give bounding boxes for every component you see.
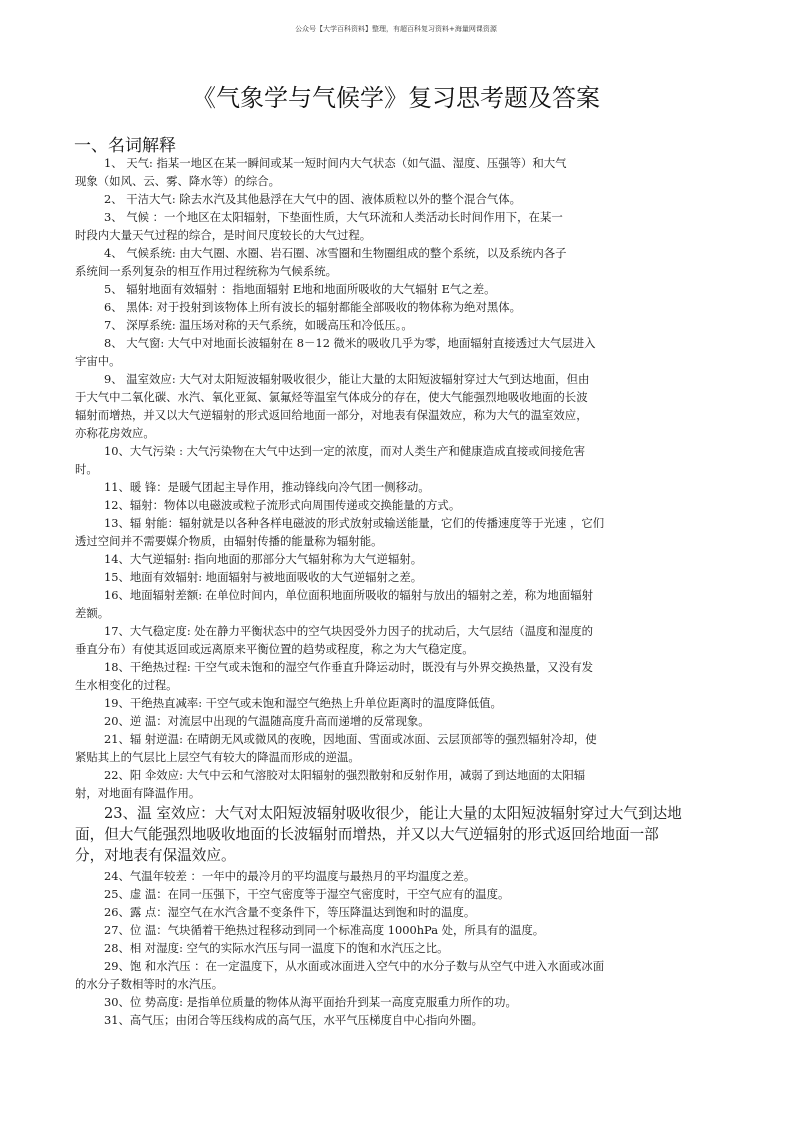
section-title: 一、名词解释 [74, 136, 176, 156]
definition-continuation-line: 亦称花房效应。 [75, 426, 155, 440]
definition-first-line: 30、位 势高度: 是指单位质量的物体从海平面抬升到某一高度克服重力所作的功。 [104, 995, 517, 1009]
definition-first-line: 19、干绝热直减率: 干空气或未饱和湿空气绝热上升单位距离时的温度降低值。 [104, 696, 502, 710]
definition-first-line: 29、饱 和水汽压 ：在一定温度下，从水面或冰面进入空气中的水分子数与从空气中进入水面或冰面 [104, 959, 605, 973]
definition-entry [75, 921, 695, 939]
definition-first-line: 14、大气逆辐射: 指向地面的那部分大气辐射称为大气逆辐射。 [104, 552, 423, 566]
definition-continuation-line: 系统间一系列复杂的相互作用过程统称为气候系统。 [75, 264, 337, 278]
definition-entry [75, 316, 695, 334]
definition-entry [75, 298, 695, 316]
definition-first-line: 16、地面辐射差额: 在单位时间内，单位面积地面所吸收的辐射与放出的辐射之差，称为地面辐射 [104, 588, 593, 602]
definition-first-line: 21、辐 射逆温: 在晴朗无风或微风的夜晚，因地面、雪面或冰面、云层顶部等的强烈辐射冷却，使 [104, 732, 597, 746]
definition-entry [75, 208, 695, 244]
definition-first-line: 2、 干洁大气: 除去水汽及其他悬浮在大气中的固、液体质粒以外的整个混合气体。 [104, 192, 522, 206]
definition-entry [75, 586, 695, 622]
definition-first-line: 31、高气压；由闭合等压线构成的高气压，水平气压梯度自中心指向外圈。 [104, 1013, 483, 1027]
definition-first-line: 18、干绝热过程: 干空气或未饱和的湿空气作垂直升降运动时，既没有与外界交换热量，又没有发 [104, 660, 593, 674]
definition-first-line: 24、气温年较差 ：一年中的最冷月的平均温度与最热月的平均温度之差。 [104, 869, 476, 883]
definition-entry [75, 244, 695, 280]
definition-first-line: 5、 辐射地面有效辐射 ：指地面辐射 E地和地面所吸收的大气辐射 E气之差。 [104, 282, 496, 296]
definition-first-line: 3、 气候 ：一个地区在太阳辐射，下垫面性质，大气环流和人类活动长时间作用下，在某一 [104, 210, 563, 224]
definition-continuation-line: 现象（如风、云、雾、降水等）的综合。 [75, 174, 281, 188]
definition-continuation-line: 射，对地面有降温作用。 [75, 786, 201, 800]
definition-entry [75, 766, 695, 802]
definition-entry [75, 568, 695, 586]
definition-continuation-line: 时段内大量天气过程的综合，是时间尺度较长的大气过程。 [75, 228, 372, 242]
definition-first-line: 11、暖 锋：是暖气团起主导作用，推动锋线向冷气团一侧移动。 [104, 480, 430, 494]
definition-continuation-line: 宇宙中。 [75, 354, 121, 368]
definition-first-line: 8、 大气窗: 大气中对地面长波辐射在 8－12 微米的吸收几乎为零，地面辐射直接透过大气层进入 [104, 336, 596, 350]
definition-entry [75, 514, 695, 550]
definition-entry [75, 867, 695, 885]
definition-entry [75, 622, 695, 658]
definition-entry [75, 154, 695, 190]
definition-entry [75, 939, 695, 957]
definition-first-line: 9、 温室效应: 大气对太阳短波辐射吸收很少，能让大量的太阳短波辐射穿过大气到达地面，但由 [104, 372, 590, 386]
definition-first-line: 25、虚 温：在同一压强下，干空气密度等于湿空气密度时，干空气应有的温度。 [104, 887, 510, 901]
definition-entry [75, 993, 695, 1011]
definition-first-line: 23、温 室效应：大气对太阳短波辐射吸收很少，能让大量的太阳短波辐射穿过大气到达地 [104, 805, 682, 822]
definition-first-line: 7、 深厚系统: 温压场对称的天气系统，如暖高压和冷低压。。 [104, 318, 413, 332]
definition-entry [75, 885, 695, 903]
definition-entry [75, 334, 695, 370]
definition-list [75, 154, 695, 1029]
definition-continuation-line: 分，对地表有保温效应。 [75, 847, 236, 864]
definition-entry [75, 370, 695, 442]
definition-continuation-line: 面，但大气能强烈地吸收地面的长波辐射而增热，并又以大气逆辐射的形式返回给地面一部 [75, 826, 659, 843]
header-note: 公众号【大学百科资料】整理，有超百科复习资料+海量网课资源 [295, 25, 497, 33]
definition-continuation-line: 紧贴其上的气层比上层空气有较大的降温而形成的逆温。 [75, 750, 360, 764]
definition-continuation-line: 垂直分布）有使其返回或远离原来平衡位置的趋势或程度，称之为大气稳定度。 [75, 642, 474, 656]
document-title: 《气象学与气候学》复习思考题及答案 [192, 84, 600, 112]
definition-entry [75, 550, 695, 568]
definition-first-line: 26、露 点：湿空气在水汽含量不变条件下，等压降温达到饱和时的温度。 [104, 905, 476, 919]
definition-entry [75, 280, 695, 298]
definition-continuation-line: 透过空间并不需要媒介物质，由辐射传播的能量称为辐射能。 [75, 534, 383, 548]
definition-entry [75, 190, 695, 208]
definition-entry [75, 496, 695, 514]
definition-first-line: 15、地面有效辐射: 地面辐射与被地面吸收的大气逆辐射之差。 [104, 570, 423, 584]
definition-continuation-line: 于大气中二氧化碳、水汽、氧化亚氮、氯氟烃等温室气体成分的存在，使大气能强烈地吸收地面的长波 [75, 390, 588, 404]
definition-first-line: 17、大气稳定度: 处在静力平衡状态中的空气块因受外力因子的扰动后，大气层结（温度和湿度的 [104, 624, 593, 638]
definition-first-line: 4、 气候系统: 由大气圈、水圈、岩石圈、冰雪圈和生物圈组成的整个系统，以及系统内各子 [104, 246, 567, 260]
definition-first-line: 6、 黑体: 对于投射到该物体上所有波长的辐射都能全部吸收的物体称为绝对黑体。 [104, 300, 522, 314]
definition-first-line: 27、位 温：气块循着干绝热过程移动到同一个标准高度 1000hPa 处，所具有的温度。 [104, 923, 545, 937]
definition-continuation-line: 的水分子数相等时的水汽压。 [75, 977, 224, 991]
definition-entry [75, 957, 695, 993]
definition-entry [75, 478, 695, 496]
definition-entry [75, 442, 695, 478]
definition-entry [75, 803, 695, 866]
definition-entry [75, 694, 695, 712]
definition-continuation-line: 生水相变化的过程。 [75, 678, 178, 692]
definition-continuation-line: 差额。 [75, 606, 110, 620]
definition-entry [75, 903, 695, 921]
definition-entry [75, 712, 695, 730]
definition-first-line: 22、阳 伞效应: 大气中云和气溶胶对太阳辐射的强烈散射和反射作用，减弱了到达地面的太阳辐 [104, 768, 586, 782]
definition-entry [75, 730, 695, 766]
definition-entry [75, 1011, 695, 1029]
definition-first-line: 20、逆 温：对流层中出现的气温随高度升高而递增的反常现象。 [104, 714, 430, 728]
definition-first-line: 28、相 对湿度: 空气的实际水汽压与同一温度下的饱和水汽压之比。 [104, 941, 449, 955]
definition-first-line: 13、辐 射能：辐射就是以各种各样电磁波的形式放射或输送能量，它们的传播速度等于光速 ，它们 [104, 516, 605, 530]
definition-continuation-line: 时。 [75, 462, 98, 476]
definition-first-line: 10、大气污染 : 大气污染物在大气中达到一定的浓度，而对人类生产和健康造成直接或间接危害 [104, 444, 586, 458]
definition-continuation-line: 辐射而增热，并又以大气逆辐射的形式返回给地面一部分，对地表有保温效应，称为大气的温室效应， [75, 408, 588, 422]
definition-first-line: 12、辐射：物体以电磁波或粒子流形式向周围传递或交换能量的方式。 [104, 498, 461, 512]
definition-first-line: 1、 天气: 指某一地区在某一瞬间或某一短时间内大气状态（如气温、湿度、压强等）和大气 [104, 156, 567, 170]
definition-entry [75, 658, 695, 694]
